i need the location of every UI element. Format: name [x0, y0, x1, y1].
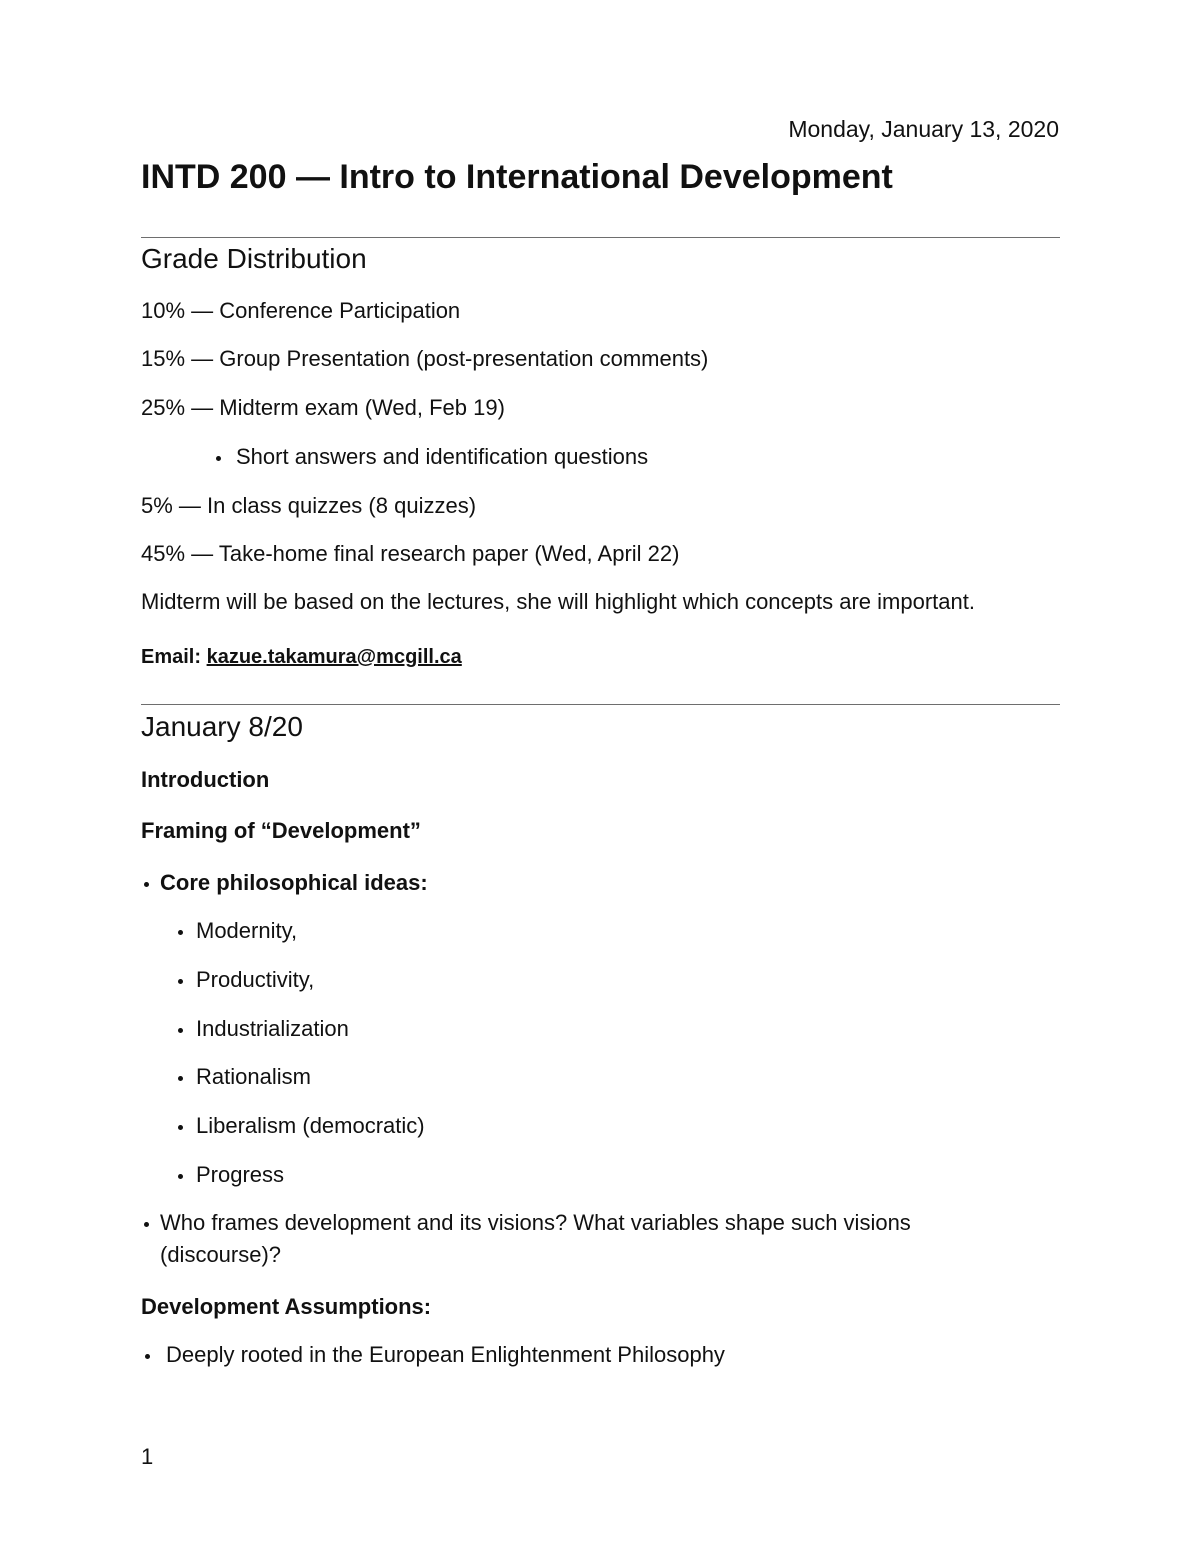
midterm-note: Midterm will be based on the lectures, she will highlight which concepts are important. — [141, 589, 975, 614]
page-title: INTD 200 — Intro to International Development — [141, 158, 893, 196]
grade-item: 15% — Group Presentation (post-presentation comments) — [141, 346, 709, 371]
bullet-icon — [178, 930, 183, 935]
framing-heading: Framing of “Development” — [141, 818, 421, 843]
grade-item: 5% — In class quizzes (8 quizzes) — [141, 493, 477, 518]
list-item-text: Who frames development and its visions? What variables shape such visions — [160, 1210, 911, 1235]
document-date: Monday, January 13, 2020 — [788, 116, 1059, 142]
bullet-icon — [178, 1174, 183, 1179]
email-label: Email: — [141, 646, 202, 668]
section-divider — [141, 704, 1060, 705]
list-item-text: Modernity, — [196, 918, 298, 943]
list-item-text: Rationalism — [196, 1064, 311, 1089]
bullet-icon — [178, 1076, 183, 1081]
list-item-text: Industrialization — [196, 1016, 349, 1041]
email-link[interactable]: kazue.takamura@mcgill.ca — [206, 646, 462, 668]
list-item-text: Productivity, — [196, 967, 315, 992]
lecture-date-heading: January 8/20 — [141, 711, 303, 742]
grade-distribution-heading: Grade Distribution — [141, 243, 367, 274]
bullet-icon — [145, 1354, 150, 1359]
list-item-text: Liberalism (democratic) — [196, 1113, 425, 1138]
section-divider — [141, 237, 1060, 238]
bullet-icon — [178, 1125, 183, 1130]
list-item-text: Progress — [196, 1162, 285, 1187]
grade-item: 10% — Conference Participation — [141, 298, 461, 323]
bullet-icon — [178, 979, 183, 984]
grade-item: 25% — Midterm exam (Wed, Feb 19) — [141, 395, 505, 420]
list-item-text-continued: (discourse)? — [160, 1242, 282, 1267]
list-item-text: Core philosophical ideas: — [160, 870, 428, 895]
list-item-text: Deeply rooted in the European Enlightenment Philosophy — [166, 1342, 725, 1367]
email-line — [141, 646, 462, 669]
list-item-text: Short answers and identification questions — [236, 444, 649, 469]
bullet-icon — [144, 1222, 149, 1227]
bullet-icon — [144, 882, 149, 887]
page-number: 1 — [141, 1444, 154, 1469]
bullet-icon — [216, 456, 221, 461]
assumptions-heading: Development Assumptions: — [141, 1294, 432, 1319]
grade-item: 45% — Take-home final research paper (Wed, April 22) — [141, 541, 680, 566]
intro-heading: Introduction — [141, 767, 270, 792]
bullet-icon — [178, 1028, 183, 1033]
